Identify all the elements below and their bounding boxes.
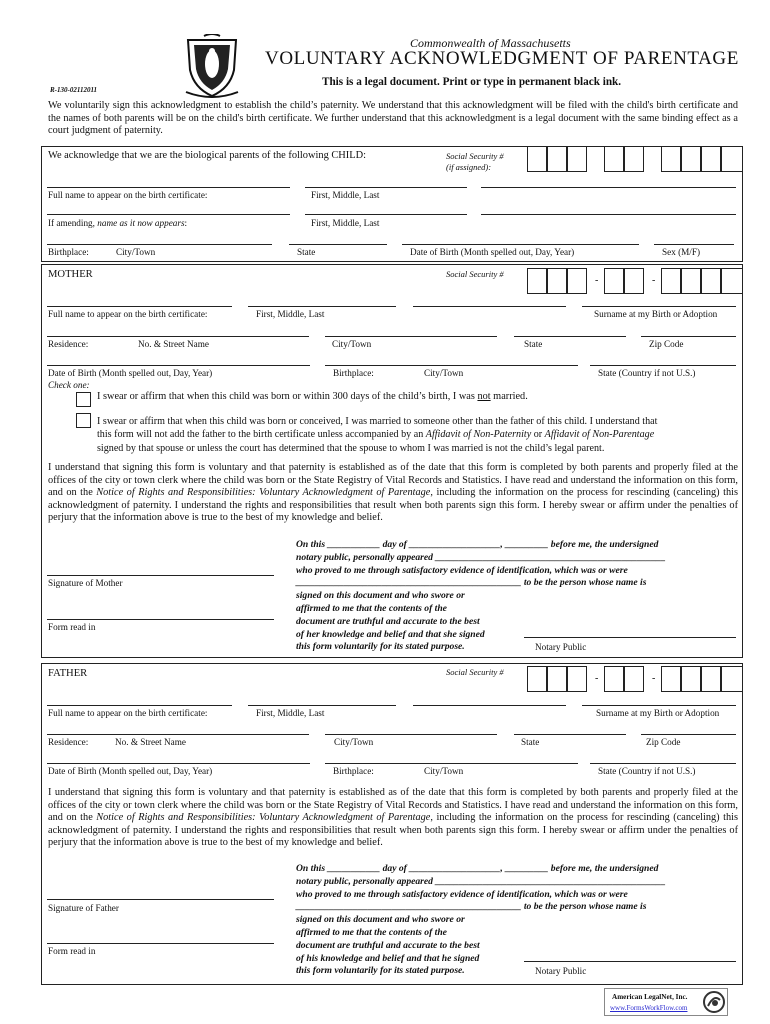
mother-zip-line[interactable] (641, 336, 736, 337)
ssn-dash: - (652, 673, 656, 684)
child-amend-line[interactable] (481, 214, 736, 215)
mother-form-read-label: Form read in (48, 622, 96, 632)
father-ssn-digit[interactable] (547, 666, 567, 692)
state-line: Commonwealth of Massachusetts (410, 36, 571, 50)
child-ssn-digit[interactable] (567, 146, 587, 172)
mother-ssn-digit[interactable] (701, 268, 721, 294)
child-dob-label: Date of Birth (Month spelled out, Day, Year) (410, 247, 575, 257)
form-subtitle: This is a legal document. Print or type in permanent black ink. (322, 76, 622, 88)
mother-name-line[interactable] (47, 306, 232, 307)
mother-heading: MOTHER (48, 269, 93, 280)
child-ssn-sub: (if assigned): (446, 162, 492, 172)
intro-text: We voluntarily sign this acknowledgment to establish the child’s paternity. We understand that this acknowledgment will be filed with the child's birth certificate and the names of both parents will be on the child's birth certificate. We further understand that this acknowledgment is a legal document with the same binding effect as a court judgment of paternity. (48, 100, 738, 137)
check-one-label: Check one: (48, 380, 90, 390)
father-ssn-digit[interactable] (527, 666, 547, 692)
child-ssn-digit[interactable] (547, 146, 567, 172)
mother-country-line[interactable] (590, 365, 736, 366)
child-ssn-digit[interactable] (624, 146, 644, 172)
father-ssn-digit[interactable] (604, 666, 624, 692)
child-birthplace-line[interactable] (47, 244, 272, 245)
mother-residence-line[interactable] (47, 336, 309, 337)
child-birthplace-label: Birthplace: (48, 247, 89, 257)
option-not-married-text: I swear or affirm that when this child was born or within 300 days of the child’s birth, I was not married. (97, 391, 528, 402)
mother-name-line[interactable] (413, 306, 566, 307)
child-amend-line[interactable] (305, 214, 467, 215)
father-ssn-digit[interactable] (624, 666, 644, 692)
mother-dob-line[interactable] (47, 365, 310, 366)
father-ssn-label: Social Security # (446, 667, 504, 677)
mother-birthplace-label: Birthplace: (333, 368, 374, 378)
ssn-dash: - (652, 275, 656, 286)
father-signature-line[interactable] (47, 899, 274, 900)
mother-ssn-digit[interactable] (661, 268, 681, 294)
mother-name-hint: First, Middle, Last (256, 309, 325, 319)
father-notary-block: On this ___________ day of ___________________, _________ before me, the undersigned notary public, personally appeared ________________________________________________ who proved to me through satisfactory evidence of identification, which was or were _______________________________________________ to be the person whose name is signed on this document and who swore or affirmed to me that the contents of the document are truthful and accurate to the best of his knowledge and belief and that he signed this form voluntarily for its stated purpose. (296, 863, 666, 977)
footer-url[interactable]: www.FormsWorkFlow.com (610, 1004, 688, 1012)
father-ssn-digit[interactable] (721, 666, 743, 692)
father-birthplace-line[interactable] (325, 763, 578, 764)
mother-ssn-digit[interactable] (624, 268, 644, 294)
father-name-line[interactable] (47, 705, 232, 706)
option-not-married-checkbox[interactable] (76, 392, 91, 407)
mother-notary-block: On this ___________ day of ___________________, _________ before me, the undersigned notary public, personally appeared ________________________________________________ who proved to me through satisfactory evidence of identification, which was or were _______________________________________________ to be the person whose name is signed on this document and who swore or affirmed to me that the contents of the document are truthful and accurate to the best of her knowledge and belief and that she signed this form voluntarily for its stated purpose. (296, 539, 666, 653)
father-street-label: No. & Street Name (115, 737, 186, 747)
father-surname-label: Surname at my Birth or Adoption (596, 708, 720, 718)
mother-ssn-digit[interactable] (721, 268, 743, 294)
child-ssn-digit[interactable] (661, 146, 681, 172)
mother-form-read-line[interactable] (47, 619, 274, 620)
father-zip-label: Zip Code (646, 737, 681, 747)
mother-ssn-label: Social Security # (446, 269, 504, 279)
mother-dob-label: Date of Birth (Month spelled out, Day, Year) (48, 368, 213, 378)
father-name-hint: First, Middle, Last (256, 708, 325, 718)
mother-state-line[interactable] (514, 336, 626, 337)
mother-full-name-label: Full name to appear on the birth certificate: (48, 309, 208, 319)
father-full-name-label: Full name to appear on the birth certificate: (48, 708, 208, 718)
child-name-line[interactable] (481, 187, 736, 188)
father-country-line[interactable] (590, 763, 736, 764)
father-ssn-digit[interactable] (661, 666, 681, 692)
father-city-label: City/Town (334, 737, 374, 747)
father-state-label: State (521, 737, 540, 747)
mother-zip-label: Zip Code (649, 339, 684, 349)
mother-signature-label: Signature of Mother (48, 578, 123, 588)
mother-signature-line[interactable] (47, 575, 274, 576)
father-name-line[interactable] (413, 705, 566, 706)
father-birthplace-label: Birthplace: (333, 766, 374, 776)
mother-name-line[interactable] (582, 306, 736, 307)
child-ssn-digit[interactable] (604, 146, 624, 172)
father-name-line[interactable] (582, 705, 736, 706)
child-amend-line[interactable] (47, 214, 290, 215)
father-understanding-text: I understand that signing this form is voluntary and that paternity is established as of the date that this form is completed by both parents and properly filed at the offices of the city or town clerk where the child was born or the State Registry of Vital Records and Statistics. I have read and understand the information on this form, and on the Notice of Rights and Responsibilities: Voluntary Acknowledgment of Parentage, including the information on the process for rescinding (canceling) this acknowledgment of paternity. I understand the rights and responsibilities that result when both parents sign this form. I hereby swear or affirm under the penalties of perjury that the information above is true to the best of my knowledge and belief. (48, 787, 738, 849)
mother-ssn-digit[interactable] (527, 268, 547, 294)
child-name-line[interactable] (47, 187, 290, 188)
child-sex-label: Sex (M/F) (662, 247, 701, 257)
child-full-name-label: Full name to appear on the birth certificate: (48, 190, 208, 200)
mother-understanding-text: I understand that signing this form is voluntary and that paternity is established as of the date that this form is completed by both parents and properly filed at the offices of the city or town clerk where the child was born or the State Registry of Vital Records and Statistics. I have read and understand the information on this form, and on the Notice of Rights and Responsibilities: Voluntary Acknowledgment of Parentage, including the information on the process for rescinding (canceling) this acknowledgment of paternity. I understand the rights and responsibilities that result when both parents sign this form. I hereby swear or affirm under the penalties of perjury that the information above is true to the best of my knowledge and belief. (48, 462, 738, 524)
mother-ssn-digit[interactable] (547, 268, 567, 294)
child-sex-line[interactable] (654, 244, 734, 245)
child-name-hint: First, Middle, Last (311, 190, 380, 200)
mother-ssn-digit[interactable] (604, 268, 624, 294)
footer-company: American LegalNet, Inc. (612, 993, 688, 1001)
mother-ssn-digit[interactable] (567, 268, 587, 294)
father-ssn-digit[interactable] (681, 666, 701, 692)
mother-notary-public-label: Notary Public (535, 642, 587, 652)
legalnet-logo-icon (703, 990, 725, 1014)
child-dob-line[interactable] (402, 244, 639, 245)
mother-surname-label: Surname at my Birth or Adoption (594, 309, 718, 319)
mother-ssn-digit[interactable] (681, 268, 701, 294)
father-ssn-digit[interactable] (701, 666, 721, 692)
ssn-dash: - (595, 275, 599, 286)
child-ssn-digit[interactable] (721, 146, 743, 172)
child-amending-label: If amending, name as it now appears: (48, 218, 188, 228)
child-name-hint-2: First, Middle, Last (311, 218, 380, 228)
state-seal (182, 34, 242, 98)
mother-name-line[interactable] (248, 306, 396, 307)
massachusetts-seal-icon (182, 34, 242, 98)
father-residence-line[interactable] (47, 734, 309, 735)
father-state-line[interactable] (514, 734, 626, 735)
child-ssn-label: Social Security # (446, 151, 504, 161)
father-zip-line[interactable] (641, 734, 736, 735)
father-form-read-line[interactable] (47, 943, 274, 944)
child-ssn-digit[interactable] (701, 146, 721, 172)
child-city-label: City/Town (116, 247, 156, 257)
father-form-read-label: Form read in (48, 946, 96, 956)
father-notary-sig-line[interactable] (524, 961, 736, 962)
form-title: VOLUNTARY ACKNOWLEDGMENT OF PARENTAGE (265, 48, 739, 69)
option-married-other-text: I swear or affirm that when this child was born or conceived, I was married to someone other than the father of this child. I understand that this form will not add the father to the birth certificate unless accompanied by an Affidavit of Non-Paternity or Affidavit of Non-Parentage signed by that spouse or unless the court has determined that the spouse to whom I was married is not the child’s legal parent. (97, 416, 658, 454)
child-heading: We acknowledge that we are the biological parents of the following CHILD: (48, 150, 366, 161)
father-heading: FATHER (48, 668, 88, 679)
option-married-other-checkbox[interactable] (76, 413, 91, 428)
form-code: R-130-02112011 (50, 86, 98, 94)
mother-birthplace-line[interactable] (325, 365, 578, 366)
child-state-line[interactable] (289, 244, 387, 245)
mother-street-label: No. & Street Name (138, 339, 209, 349)
father-ssn-digit[interactable] (567, 666, 587, 692)
father-dob-line[interactable] (47, 763, 310, 764)
child-name-line[interactable] (305, 187, 467, 188)
mother-notary-sig-line[interactable] (524, 637, 736, 638)
father-residence-label: Residence: (48, 737, 89, 747)
mother-state-label: State (524, 339, 543, 349)
mother-residence-label: Residence: (48, 339, 89, 349)
child-ssn-digit[interactable] (527, 146, 547, 172)
father-name-line[interactable] (248, 705, 396, 706)
father-dob-label: Date of Birth (Month spelled out, Day, Year) (48, 766, 213, 776)
child-ssn-digit[interactable] (681, 146, 701, 172)
father-city-line[interactable] (325, 734, 497, 735)
father-signature-label: Signature of Father (48, 903, 119, 913)
mother-city-label: City/Town (332, 339, 372, 349)
ssn-dash: - (595, 673, 599, 684)
father-notary-public-label: Notary Public (535, 966, 587, 976)
mother-city-line[interactable] (325, 336, 497, 337)
father-country-label: State (Country if not U.S.) (598, 766, 696, 776)
mother-country-label: State (Country if not U.S.) (598, 368, 696, 378)
mother-city2-label: City/Town (424, 368, 464, 378)
child-state-label: State (297, 247, 316, 257)
father-city2-label: City/Town (424, 766, 464, 776)
